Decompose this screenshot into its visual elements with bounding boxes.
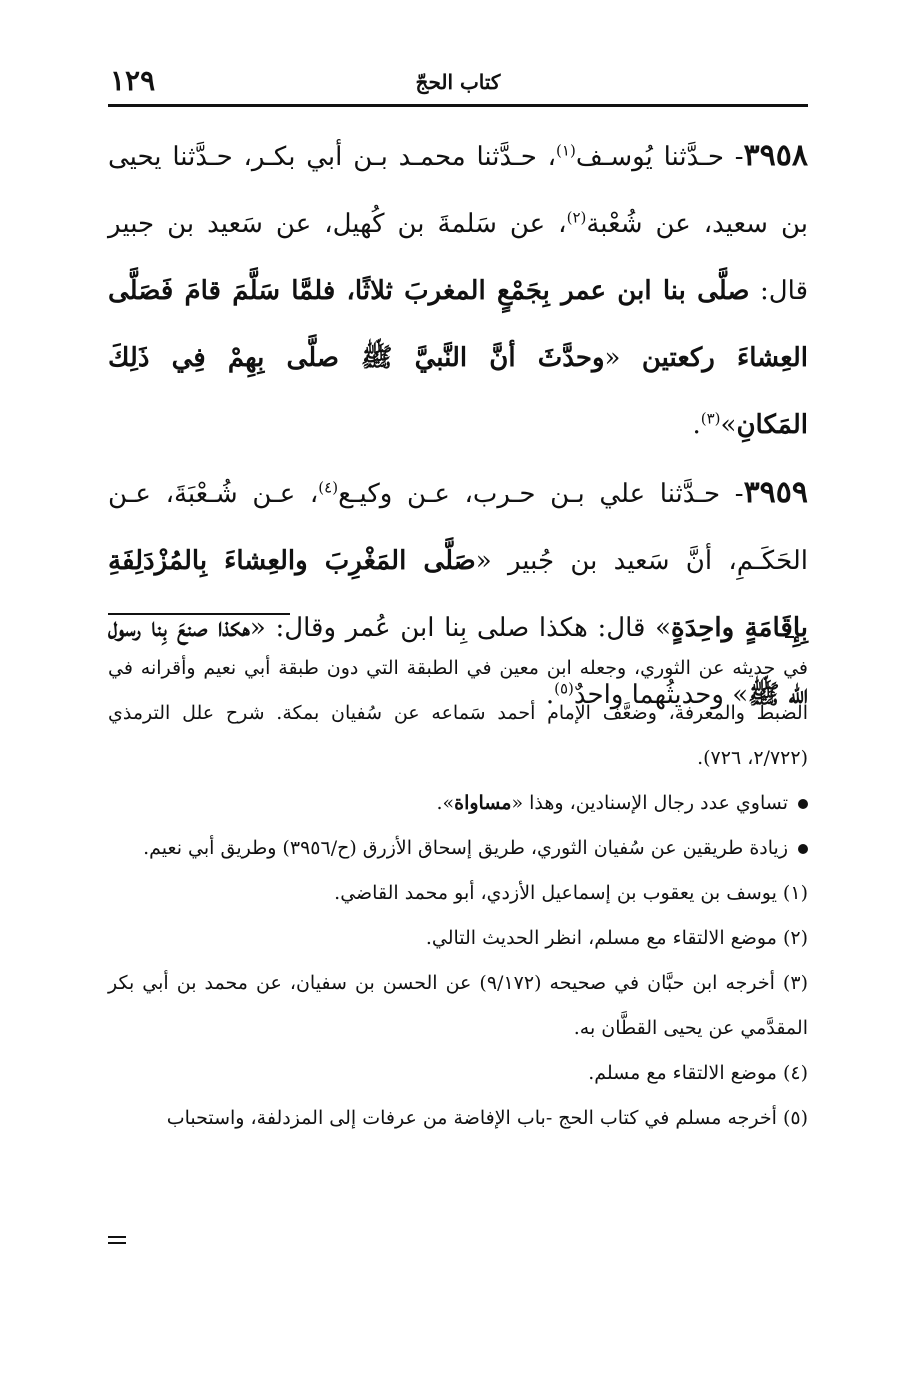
footnote-bullet [108, 826, 808, 871]
footnote-5: (٥) أخرجه مسلم في كتاب الحج -باب الإفاضة من عرفات إلى المزدلفة، واستحباب [166, 1107, 808, 1129]
hadith-matn: وحدَّثَ أنَّ النَّبيَّ ﷺ صلَّى بِهِمْ فِي ذَلِكَ المَكانِ [108, 343, 808, 440]
period: . [545, 680, 555, 710]
bullet-icon [798, 844, 808, 854]
hadith-matn: صلَّى بنا ابن عمر بِجَمْعٍ المغربَ ثلاثًا، فلمَّا سَلَّمَ قامَ فَصَلَّى العِشاءَ ركعتين [108, 276, 809, 373]
quote-mark: « [604, 343, 642, 373]
bullet-text: تساوي عدد رجال الإسنادين، وهذا « [511, 792, 788, 814]
footnote-1: (١) يوسف بن يعقوب بن إسماعيل الأزدي، أبو محمد القاضي. [334, 882, 808, 904]
footnote-ref: (٥) [554, 679, 574, 698]
footnote-bullet [108, 781, 808, 826]
page-number: ١٢٩ [110, 64, 156, 97]
hadith-number: ٣٩٥٨ [743, 138, 808, 173]
hadith-matn: صَلَّى المَغْرِبَ والعِشاءَ بِالمُزْدَلِفَةِ بِإِقَامَةٍ واحِدَةٍ [108, 546, 808, 643]
footnote-ref: (٤) [318, 478, 339, 497]
footnote-3: (٣) أخرجه ابن حبَّان في صحيحه (٩/١٧٢) عن الحسن بن سفيان، عن محمد بن أبي بكر المقدَّمي عن يحيى القطَّان به. [108, 972, 808, 1039]
footnotes [108, 646, 808, 1141]
hadith-text: ، عن سَلمةَ بن كُهيل، عن سَعيد بن جبير قال: [108, 209, 809, 306]
bullet-end: ». [436, 792, 455, 814]
bullet-icon [798, 799, 808, 809]
period: . [692, 410, 701, 440]
hadith-text: - حـدَّثنا يُوسـف [575, 142, 744, 172]
page-header [108, 62, 808, 106]
footnote-2: (٢) موضع الالتقاء مع مسلم، انظر الحديث التالي. [425, 927, 808, 949]
footnote-4: (٤) موضع الالتقاء مع مسلم. [588, 1062, 808, 1084]
hadith-number: ٣٩٥٩ [743, 475, 809, 510]
bullet-text: زيادة طريقين عن سُفيان الثوري، طريق إسحاق الأزرق (ح/٣٩٥٦) وطريق أبي نعيم. [143, 837, 788, 859]
hadith-text: » قال: هكذا صلى بِنا ابن عُمر وقال: « [249, 613, 672, 643]
footnote-ref: (١) [556, 141, 576, 160]
continuation-mark [785, 636, 794, 638]
footnote-continued: في حديثه عن الثوري، وجعله ابن معين في الطبقة التي دون طبقة أبي نعيم وأقرانه في الضبط والمعرفة، وضعَّف الإمام أحمد سَماعه عن سُفيان بمكة. شرح علل الترمذي (٢/٧٢٢، ٧٢٦). [108, 657, 808, 769]
hadith-text: - حـدَّثنا علي بـن حـرب، عـن وكيـع [338, 479, 744, 509]
footnote-ref: (٢) [566, 208, 587, 227]
hadith-text: ، حـدَّثنا محمـد بـن أبي بكـر، حـدَّثنا يحيى بن سعيد، عن شُعْبة [108, 142, 808, 239]
header-rule [108, 104, 808, 107]
footnote-ref: (٣) [700, 409, 721, 428]
running-title: كتاب الحجّ [415, 70, 501, 94]
quote-mark: » [720, 410, 737, 440]
hadith-3958 [108, 122, 808, 459]
footnote-separator [108, 613, 290, 615]
hadith-text: ، عـن شُـعْبَةَ، عـن الحَكَـمِ، أنَّ سَعيد بن جُبير « [108, 479, 808, 576]
bullet-bold: مساواة [454, 792, 512, 814]
continuation-mark [108, 1236, 126, 1244]
main-text [108, 122, 808, 729]
hadith-text: » وحديثُهما واحدٌ [573, 680, 749, 710]
hadith-matn: هكذا صنعَ بِنا رسول الله ﷺ [108, 613, 808, 710]
